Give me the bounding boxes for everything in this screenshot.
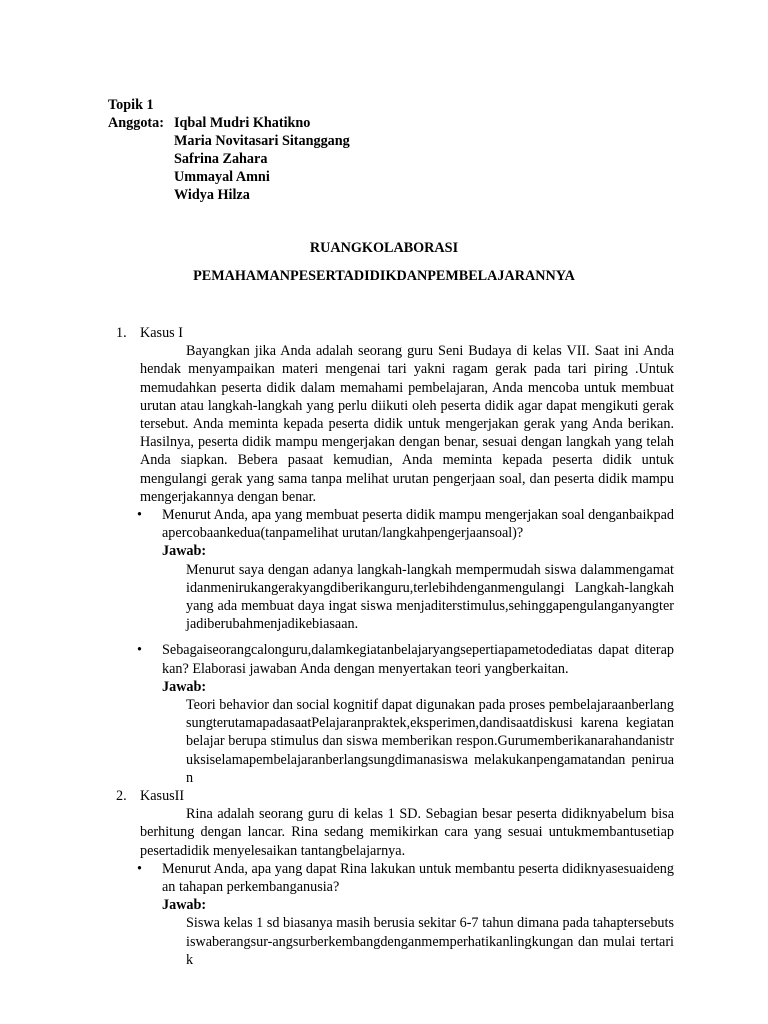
case-number: 2. bbox=[116, 788, 127, 805]
member-name: Widya Hilza bbox=[174, 187, 250, 203]
answer-label: Jawab: bbox=[162, 897, 207, 914]
case-label: KasusII bbox=[140, 788, 185, 805]
document-title: RUANGKOLABORASI bbox=[309, 240, 459, 256]
case-number: 1. bbox=[116, 325, 127, 341]
bullet-icon: • bbox=[137, 642, 142, 659]
member-name: Iqbal Mudri Khatikno bbox=[174, 115, 311, 131]
member-row bbox=[108, 186, 350, 204]
member-name: Ummayal Amni bbox=[174, 169, 270, 185]
bullet-icon: • bbox=[137, 860, 142, 877]
case-label: Kasus I bbox=[140, 325, 183, 341]
case-heading bbox=[0, 787, 768, 805]
question-item bbox=[137, 506, 674, 542]
answer-label: Jawab: bbox=[162, 543, 207, 560]
answer-text: Menurut saya dengan adanya langkah-langkah mempermudah siswa dalammengamatidanmenirukangerakyangdiberikanguru,terlebihdenganmengulangi Langkah-langkah yang ada membuat daya ingat siswa menjaditerstimulus,sehinggapengulanganyangterjadiberubahmenjadikebiasaan. bbox=[186, 561, 674, 633]
members-label: Anggota: bbox=[108, 115, 164, 131]
document-body bbox=[0, 324, 768, 969]
member-row bbox=[108, 132, 350, 150]
case-heading bbox=[0, 324, 768, 342]
member-name: Safrina Zahara bbox=[174, 151, 268, 167]
member-row bbox=[108, 150, 350, 168]
question-item bbox=[137, 860, 674, 896]
member-row bbox=[108, 168, 350, 186]
document-subtitle: PEMAHAMANPESERTADIDIKDANPEMBELAJARANNYA bbox=[193, 268, 575, 284]
answer-text: Teori behavior dan social kognitif dapat digunakan pada proses pembelajaraanberlangsungterutamapadasaatPelajaranpraktek,eksperimen,dandisaatdiskusi karena kegiatan belajar berupa stimulus dan siswa memberikan respon.Gurumemberikanarahandanistruksiselamapembelajaranberlangsungdimanasiswa melakukanpengamatandan peniruan bbox=[186, 697, 674, 786]
topic-label: Topik 1 bbox=[108, 97, 154, 113]
question-text: Sebagaiseorangcalonguru,dalamkegiatanbelajaryangsepertiapametodediatas dapat diterapkan? Elaborasi jawaban Anda dengan menyertakan teori yangberkaitan. bbox=[162, 642, 674, 677]
case-paragraph: Rina adalah seorang guru di kelas 1 SD. Sebagian besar peserta didiknyabelum bisa berhitung dengan lancar. Rina sedang memikirkan cara yang sesuai untukmembantusetiap pesertadidik menyelesaikan tantangbelajarnya. bbox=[140, 806, 674, 859]
member-row bbox=[108, 114, 350, 132]
bullet-icon: • bbox=[137, 507, 142, 524]
case-paragraph: Bayangkan jika Anda adalah seorang guru Seni Budaya di kelas VII. Saat ini Anda hendak menyampaikan materi mengenai tari yakni ragam gerak pada tari piring .Untuk memudahkan peserta didik dalam memahami pembelajaran, Anda mencoba untuk membuat urutan atau langkah-langkah yang perlu diikuti oleh peserta didik agar dapat mengikuti gerak tersebut. Anda meminta kepada peserta didik untuk mengerjakan gerak yang Anda berikan. Hasilnya, peserta didik mampu mengerjakan dengan benar, sesuai dengan langkah yang telah Anda siapkan. Bebera pasaat kemudian, Anda meminta kepada peserta didik untuk mengulangi gerak yang sama tanpa melihat urutan pengerjaan soal, dan peserta didik mampu mengerjakannya dengan benar. bbox=[140, 343, 674, 505]
question-text: Menurut Anda, apa yang membuat peserta didik mampu mengerjakan soal denganbaikpadapercobaankedua(tanpamelihat urutan/langkahpengerjaansoal)? bbox=[162, 507, 674, 542]
document-header bbox=[108, 96, 350, 204]
question-item bbox=[137, 641, 674, 677]
answer-label: Jawab: bbox=[162, 678, 207, 695]
question-text: Menurut Anda, apa yang dapat Rina lakukan untuk membantu peserta didiknyasesuaidengan tahapan perkembanganusia? bbox=[162, 860, 674, 896]
answer-text: Siswa kelas 1 sd biasanya masih berusia sekitar 6-7 tahun dimana pada tahaptersebutsiswaberangsur-angsurberkembangdenganmemperhatikanlingkungan dan mulai tertarik bbox=[186, 915, 674, 968]
member-name: Maria Novitasari Sitanggang bbox=[174, 133, 350, 149]
